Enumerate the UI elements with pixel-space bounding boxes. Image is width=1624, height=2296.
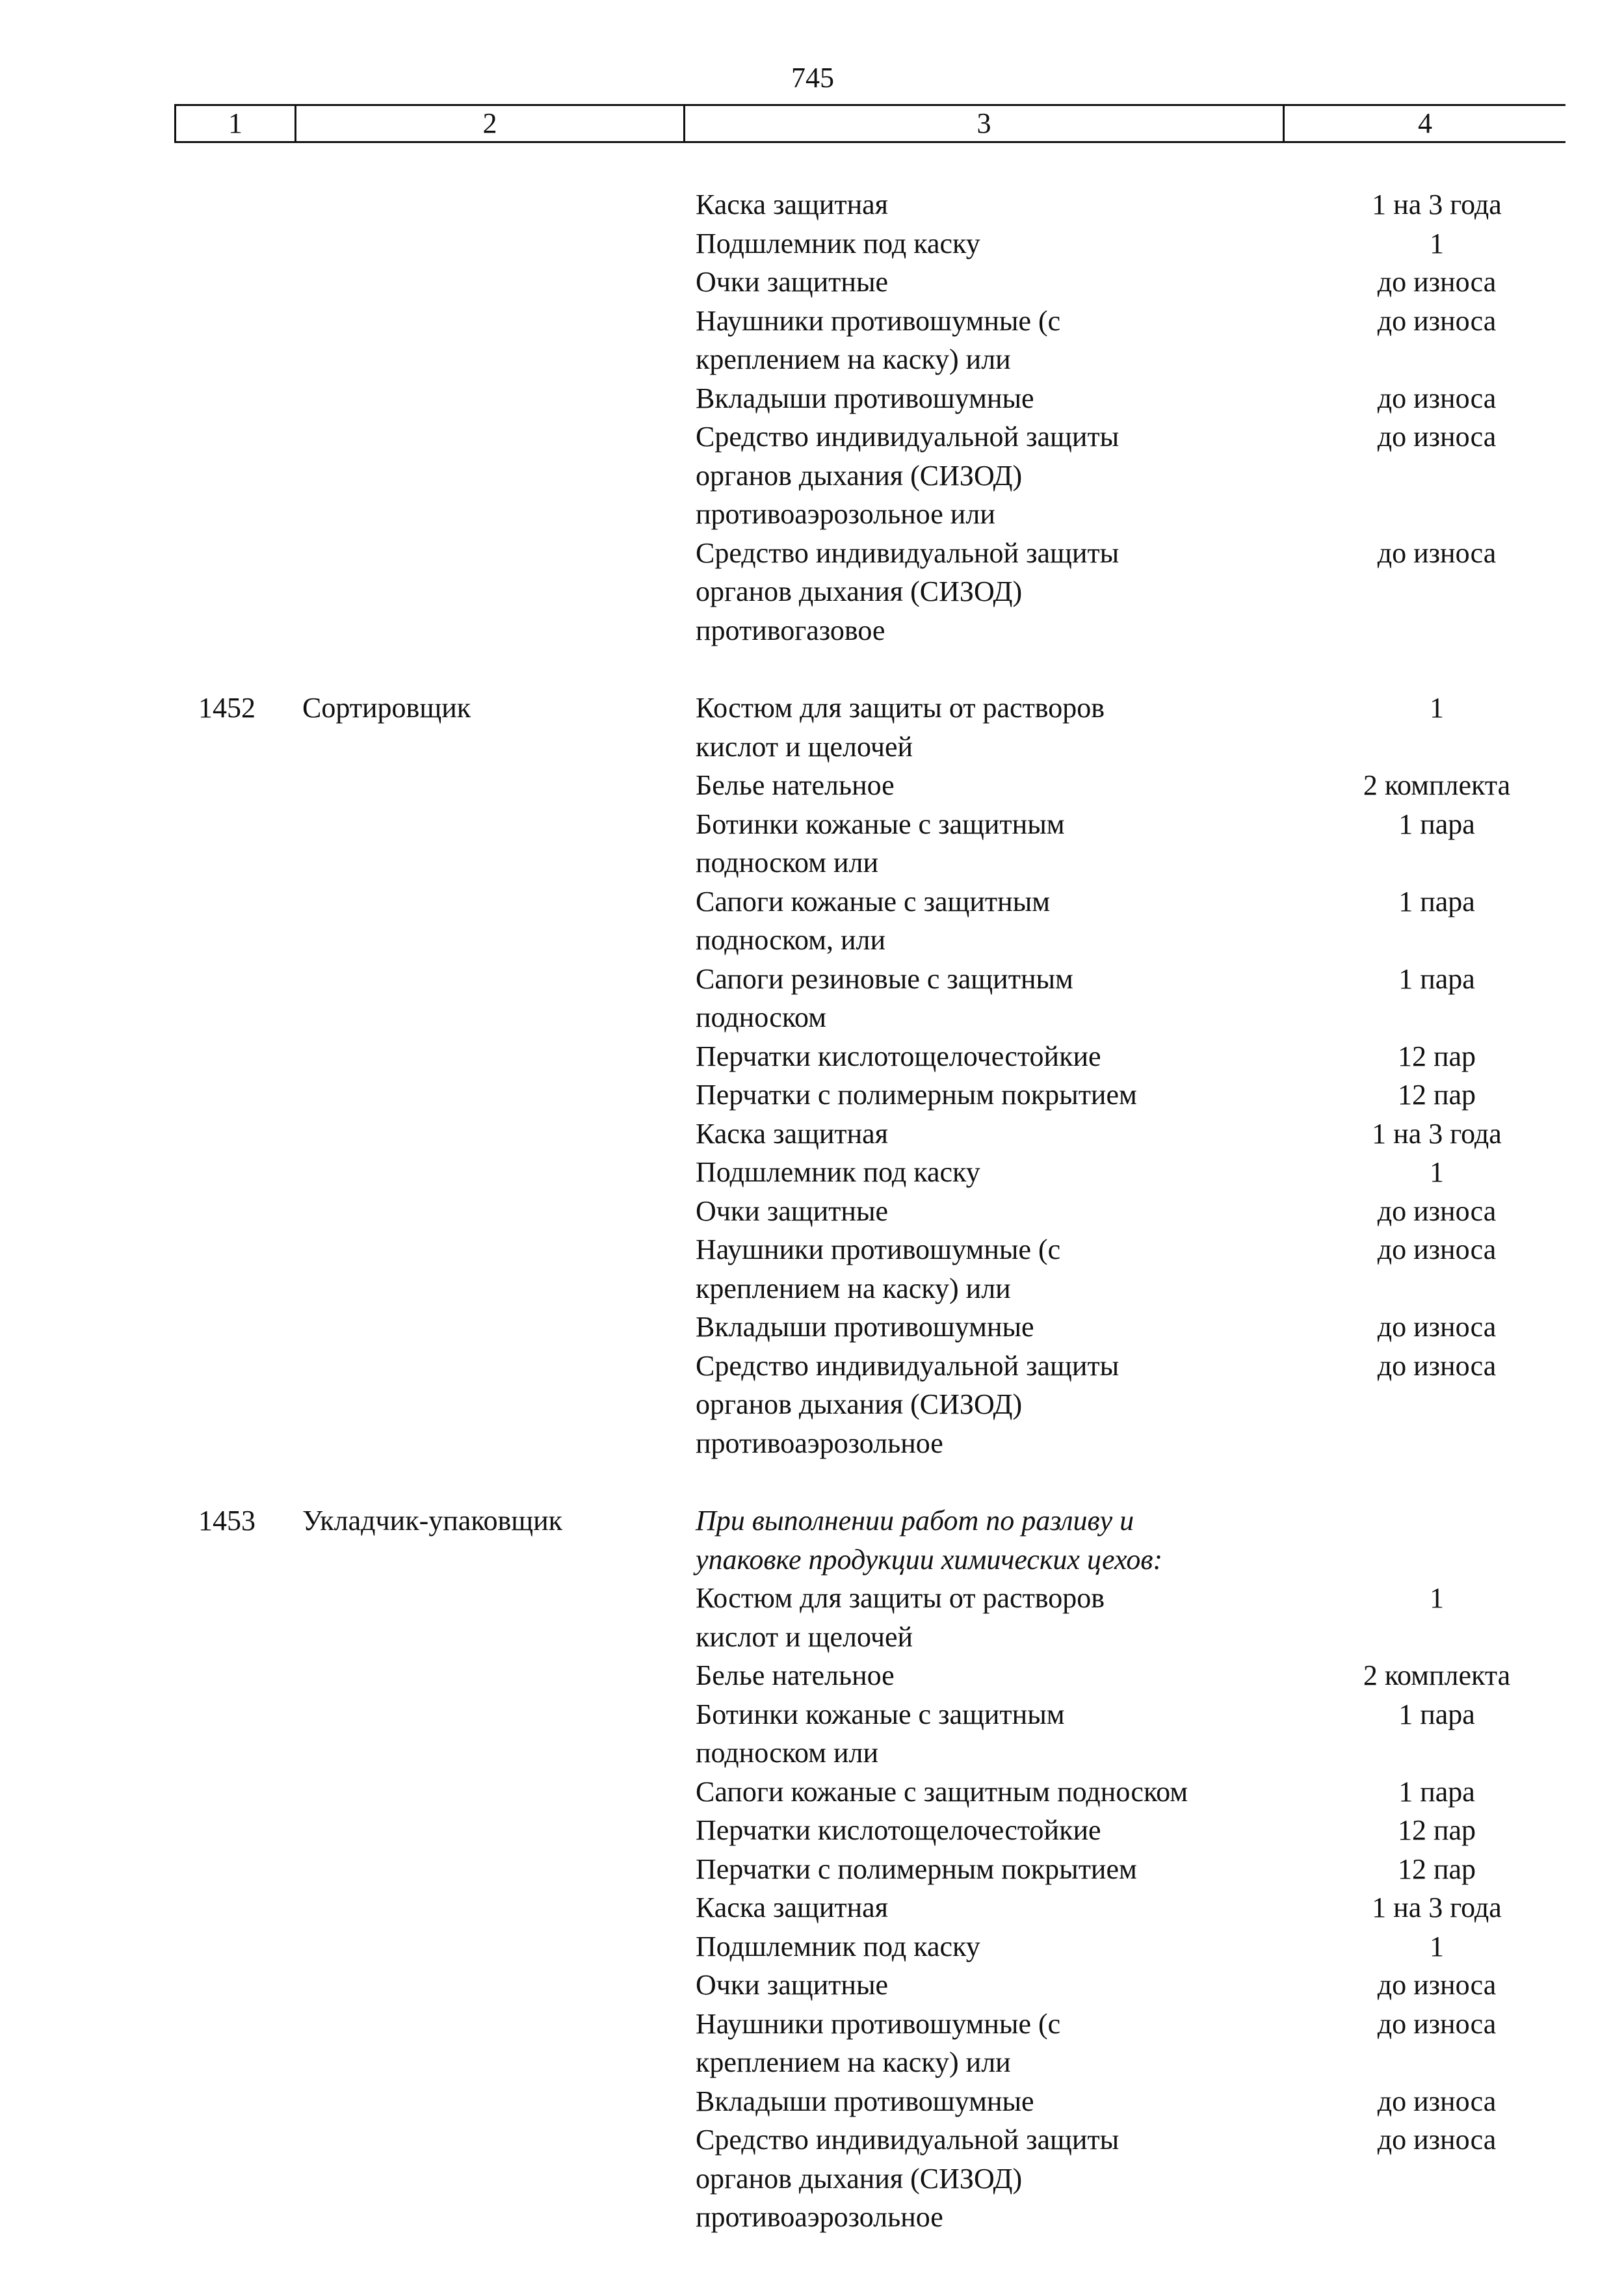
occupation-name: [302, 2005, 696, 2044]
table-row: [0, 302, 1624, 341]
issue-norm: 1 на 3 года: [1372, 1892, 1502, 1923]
ppe-item: Перчатки кислотощелочестойкие: [696, 1040, 1101, 1072]
occupation-code: [198, 2159, 302, 2198]
issue-norm: до износа: [1377, 1349, 1497, 1382]
issue-norm: до износа: [1377, 304, 1497, 337]
occupation-name: [302, 1811, 696, 1850]
table-row: [0, 1734, 1624, 1773]
ppe-item: кислот и щелочей: [696, 1620, 913, 1653]
occupation-code: [198, 1656, 302, 1695]
occupation-code: [198, 1230, 302, 1269]
issue-norm: [1339, 1269, 1534, 1308]
table-row: [0, 1540, 1624, 1579]
table-row: [0, 1927, 1624, 1966]
ppe-item: Средство индивидуальной защиты: [696, 2124, 1120, 2156]
occupation-code: [198, 1850, 302, 1889]
ppe-item: Ботинки кожаные с защитным: [696, 808, 1065, 840]
issue-norm: до износа: [1377, 421, 1497, 453]
ppe-item: Сапоги кожаные с защитным подноском: [696, 1775, 1188, 1808]
issue-norm: [1339, 1385, 1534, 1424]
ppe-item: Подшлемник под каску: [696, 227, 980, 259]
occupation-code: [198, 1773, 302, 1812]
issue-norm: [1339, 843, 1534, 882]
occupation-name: [302, 1656, 696, 1695]
issue-norm: [1339, 611, 1534, 650]
header-col-2: 2: [296, 106, 685, 141]
occupation-code: 1453: [198, 1505, 255, 1537]
occupation-code: [198, 882, 302, 921]
occupation-name: [302, 843, 696, 882]
occupation-code: [198, 1115, 302, 1154]
table-row: [0, 2043, 1624, 2082]
group-spacer: [0, 1462, 1624, 1501]
table-row: [0, 1695, 1624, 1734]
occupation-name: [302, 1888, 696, 1927]
issue-norm: 1: [1430, 1930, 1444, 1962]
ppe-item: Каска защитная: [696, 1117, 888, 1150]
ppe-item: Наушники противошумные (с: [696, 304, 1061, 337]
occupation-name: [302, 495, 696, 534]
occupation-code: [198, 1734, 302, 1773]
occupation-code: [198, 2082, 302, 2121]
table-row: [0, 766, 1624, 805]
occupation-name: [302, 534, 696, 573]
occupation-name: [302, 960, 696, 999]
ppe-item: подноском, или: [696, 924, 886, 956]
occupation-name: [302, 1192, 696, 1231]
occupation-name: [302, 1540, 696, 1579]
occupation-name: Укладчик-упаковщик: [302, 1505, 563, 1537]
table-row: [0, 379, 1624, 418]
ppe-item: Сапоги кожаные с защитным: [696, 885, 1051, 917]
issue-norm: 2 комплекта: [1363, 1659, 1511, 1691]
table-row: [0, 1075, 1624, 1115]
issue-norm: 1 пара: [1398, 808, 1475, 840]
occupation-name: [302, 1927, 696, 1966]
occupation-code: [198, 1153, 302, 1192]
table-row: [0, 689, 1624, 728]
ppe-item: Вкладыши противошумные: [696, 2085, 1034, 2117]
table-row: [0, 960, 1624, 999]
ppe-item: органов дыхания (СИЗОД): [696, 2162, 1023, 2195]
occupation-name: [302, 1695, 696, 1734]
occupation-name: [302, 1153, 696, 1192]
ppe-item: Очки защитные: [696, 1194, 889, 1227]
table-row: [0, 1579, 1624, 1618]
occupation-code: [198, 534, 302, 573]
occupation-name: [302, 302, 696, 341]
ppe-item: Перчатки с полимерным покрытием: [696, 1853, 1137, 1885]
occupation-name: [302, 263, 696, 302]
occupation-name: [302, 379, 696, 418]
issue-norm: до износа: [1377, 382, 1497, 414]
table-row: [0, 2198, 1624, 2237]
issue-norm: до износа: [1377, 1194, 1497, 1227]
ppe-item: Средство индивидуальной защиты: [696, 536, 1120, 569]
table-row: [0, 611, 1624, 650]
table-header: [174, 104, 1565, 143]
occupation-code: [198, 1811, 302, 1850]
issue-norm: [1339, 1618, 1534, 1657]
occupation-code: [198, 185, 302, 224]
occupation-name: [302, 1618, 696, 1657]
ppe-item: органов дыхания (СИЗОД): [696, 1388, 1023, 1420]
occupation-code: [198, 572, 302, 611]
issue-norm: [1339, 2198, 1534, 2237]
header-col-3: 3: [685, 106, 1285, 141]
table-row: [0, 263, 1624, 302]
occupation-name: [302, 1347, 696, 1386]
occupation-code: [198, 340, 302, 379]
issue-norm: до износа: [1377, 2007, 1497, 2040]
table-row: [0, 1773, 1624, 1812]
table-row: [0, 998, 1624, 1037]
occupation-name: Сортировщик: [302, 692, 471, 724]
issue-norm: 1: [1430, 1582, 1444, 1614]
occupation-code: [198, 1579, 302, 1618]
ppe-item: Белье нательное: [696, 769, 895, 801]
table-row: [0, 495, 1624, 534]
issue-norm: до износа: [1377, 2124, 1497, 2156]
occupation-name: [302, 921, 696, 960]
ppe-item: Сапоги резиновые с защитным: [696, 962, 1073, 995]
table-row: [0, 1966, 1624, 2005]
table-row: [0, 224, 1624, 263]
occupation-code: [198, 960, 302, 999]
table-row: [0, 185, 1624, 224]
issue-norm: до износа: [1377, 536, 1497, 569]
table-row: [0, 1424, 1624, 1463]
table-row: [0, 340, 1624, 379]
table-row: [0, 2120, 1624, 2159]
issue-norm: [1339, 2159, 1534, 2198]
occupation-name: [302, 185, 696, 224]
occupation-name: [302, 572, 696, 611]
occupation-code: [198, 2005, 302, 2044]
ppe-item: Каска защитная: [696, 1892, 888, 1923]
ppe-item: Очки защитные: [696, 266, 889, 298]
occupation-code: [198, 611, 302, 650]
table-row: [0, 805, 1624, 844]
ppe-item: Очки защитные: [696, 1969, 889, 2001]
occupation-code: [198, 728, 302, 767]
occupation-code: [198, 1308, 302, 1347]
ppe-item: противоаэрозольное или: [696, 498, 995, 530]
issue-norm: 2 комплекта: [1363, 769, 1511, 801]
issue-norm: [1339, 2043, 1534, 2082]
occupation-name: [302, 417, 696, 456]
occupation-code: [198, 1618, 302, 1657]
issue-norm: до износа: [1377, 1969, 1497, 2001]
ppe-item: Вкладыши противошумные: [696, 382, 1034, 414]
occupation-name: [302, 1424, 696, 1463]
ppe-item: Костюм для защиты от растворов: [696, 692, 1105, 724]
occupation-name: [302, 1308, 696, 1347]
occupation-code: [198, 805, 302, 844]
table-row: [0, 1115, 1624, 1154]
occupation-name: [302, 882, 696, 921]
occupation-name: [302, 456, 696, 495]
occupation-code: [198, 1192, 302, 1231]
occupation-name: [302, 1037, 696, 1076]
table-row: [0, 456, 1624, 495]
issue-norm: до износа: [1377, 266, 1497, 298]
ppe-item: Подшлемник под каску: [696, 1930, 980, 1962]
ppe-item: Средство индивидуальной защиты: [696, 421, 1120, 453]
occupation-name: [302, 805, 696, 844]
group-spacer: [0, 650, 1624, 689]
table-body: [0, 185, 1624, 2237]
occupation-name: [302, 766, 696, 805]
occupation-name: [302, 998, 696, 1037]
table-row: [0, 534, 1624, 573]
occupation-name: [302, 1115, 696, 1154]
occupation-code: [198, 1695, 302, 1734]
ppe-item: Белье нательное: [696, 1659, 895, 1691]
occupation-name: [302, 2120, 696, 2159]
occupation-name: [302, 224, 696, 263]
issue-norm: [1339, 572, 1534, 611]
occupation-code: [198, 1424, 302, 1463]
occupation-code: [198, 1888, 302, 1927]
occupation-name: [302, 1773, 696, 1812]
issue-norm: [1339, 921, 1534, 960]
table-row: [0, 1618, 1624, 1657]
issue-norm: до износа: [1377, 1234, 1497, 1265]
ppe-item: подноском или: [696, 847, 879, 878]
issue-norm: 1 пара: [1398, 1775, 1475, 1808]
ppe-item: Вкладыши противошумные: [696, 1311, 1034, 1343]
issue-norm: [1339, 1540, 1534, 1579]
ppe-item: Каска защитная: [696, 189, 888, 220]
occupation-name: [302, 1385, 696, 1424]
issue-norm: 1 пара: [1398, 962, 1475, 995]
table-row: [0, 1269, 1624, 1308]
ppe-item: упаковке продукции химических цехов:: [696, 1543, 1163, 1576]
ppe-item: Средство индивидуальной защиты: [696, 1349, 1120, 1382]
table-row: [0, 1153, 1624, 1192]
occupation-code: [198, 1540, 302, 1579]
occupation-name: [302, 1966, 696, 2005]
issue-norm: 1: [1430, 227, 1444, 259]
header-col-4: 4: [1418, 107, 1432, 139]
ppe-item: Наушники противошумные (с: [696, 2007, 1061, 2040]
ppe-item: органов дыхания (СИЗОД): [696, 575, 1023, 607]
ppe-item: противоаэрозольное: [696, 2201, 943, 2233]
issue-norm: 1 пара: [1398, 1698, 1475, 1730]
occupation-code: [198, 921, 302, 960]
ppe-item: противоаэрозольное: [696, 1427, 943, 1459]
occupation-code: [198, 379, 302, 418]
issue-norm: [1339, 1501, 1534, 1540]
ppe-item: кислот и щелочей: [696, 730, 913, 763]
occupation-name: [302, 2159, 696, 2198]
ppe-item: противогазовое: [696, 614, 885, 646]
ppe-item: Перчатки кислотощелочестойкие: [696, 1814, 1101, 1846]
occupation-name: [302, 1579, 696, 1618]
ppe-item: креплением на каску) или: [696, 2046, 1011, 2078]
table-row: [0, 2159, 1624, 2198]
occupation-code: [198, 2198, 302, 2237]
ppe-item: Перчатки с полимерным покрытием: [696, 1079, 1137, 1111]
occupation-code: [198, 1347, 302, 1386]
occupation-name: [302, 2082, 696, 2121]
table-row: [0, 843, 1624, 882]
issue-norm: 12 пар: [1397, 1040, 1476, 1072]
occupation-code: [198, 2043, 302, 2082]
occupation-code: [198, 998, 302, 1037]
occupation-code: [198, 263, 302, 302]
ppe-item: подноском или: [696, 1737, 879, 1769]
header-col-1: 1: [176, 106, 296, 141]
issue-norm: [1339, 495, 1534, 534]
occupation-name: [302, 728, 696, 767]
occupation-name: [302, 611, 696, 650]
table-row: [0, 417, 1624, 456]
ppe-item: креплением на каску) или: [696, 1272, 1011, 1304]
occupation-code: [198, 1037, 302, 1076]
ppe-item: подноском: [696, 1001, 826, 1033]
issue-norm: [1339, 1424, 1534, 1463]
occupation-name: [302, 1075, 696, 1115]
table-row: [0, 882, 1624, 921]
occupation-code: [198, 1966, 302, 2005]
issue-norm: [1339, 340, 1534, 379]
table-row: [0, 2082, 1624, 2121]
occupation-name: [302, 1850, 696, 1889]
occupation-name: [302, 1734, 696, 1773]
occupation-code: [198, 1385, 302, 1424]
table-row: [0, 1811, 1624, 1850]
ppe-item: Ботинки кожаные с защитным: [696, 1698, 1065, 1730]
occupation-code: [198, 843, 302, 882]
issue-norm: [1339, 998, 1534, 1037]
issue-norm: [1339, 456, 1534, 495]
issue-norm: 1 на 3 года: [1372, 1117, 1502, 1150]
issue-norm: 1 пара: [1398, 885, 1475, 917]
occupation-name: [302, 2198, 696, 2237]
occupation-code: [198, 495, 302, 534]
ppe-item: Наушники противошумные (с: [696, 1234, 1061, 1265]
table-row: [0, 1347, 1624, 1386]
issue-norm: 1: [1430, 1156, 1444, 1188]
table-row: [0, 1850, 1624, 1889]
table-row: [0, 572, 1624, 611]
occupation-code: [198, 456, 302, 495]
occupation-name: [302, 340, 696, 379]
occupation-name: [302, 1230, 696, 1269]
ppe-item: При выполнении работ по разливу и: [696, 1505, 1134, 1537]
occupation-code: 1452: [198, 692, 255, 724]
table-row: [0, 1385, 1624, 1424]
table-row: [0, 1308, 1624, 1347]
occupation-name: [302, 2043, 696, 2082]
table-row: [0, 1888, 1624, 1927]
table-row: [0, 728, 1624, 767]
ppe-item: Костюм для защиты от растворов: [696, 1582, 1105, 1614]
table-row: [0, 1501, 1624, 1540]
table-row: [0, 921, 1624, 960]
ppe-item: Подшлемник под каску: [696, 1156, 980, 1188]
issue-norm: [1339, 728, 1534, 767]
table-row: [0, 2005, 1624, 2044]
table-row: [0, 1192, 1624, 1231]
occupation-code: [198, 302, 302, 341]
table-row: [0, 1656, 1624, 1695]
occupation-code: [198, 2120, 302, 2159]
issue-norm: [1339, 1734, 1534, 1773]
table-row: [0, 1037, 1624, 1076]
occupation-code: [198, 1075, 302, 1115]
issue-norm: 1 на 3 года: [1372, 189, 1502, 220]
issue-norm: 12 пар: [1397, 1079, 1476, 1111]
issue-norm: 12 пар: [1397, 1814, 1476, 1846]
issue-norm: до износа: [1377, 1311, 1497, 1343]
issue-norm: до износа: [1377, 2085, 1497, 2117]
table-row: [0, 1230, 1624, 1269]
issue-norm: 12 пар: [1397, 1853, 1476, 1885]
occupation-code: [198, 224, 302, 263]
issue-norm: 1: [1430, 692, 1444, 724]
occupation-code: [198, 1269, 302, 1308]
occupation-code: [198, 417, 302, 456]
occupation-name: [302, 1269, 696, 1308]
page-number: 745: [791, 62, 834, 94]
occupation-code: [198, 1927, 302, 1966]
occupation-code: [198, 766, 302, 805]
ppe-item: органов дыхания (СИЗОД): [696, 459, 1023, 492]
ppe-item: креплением на каску) или: [696, 343, 1011, 375]
